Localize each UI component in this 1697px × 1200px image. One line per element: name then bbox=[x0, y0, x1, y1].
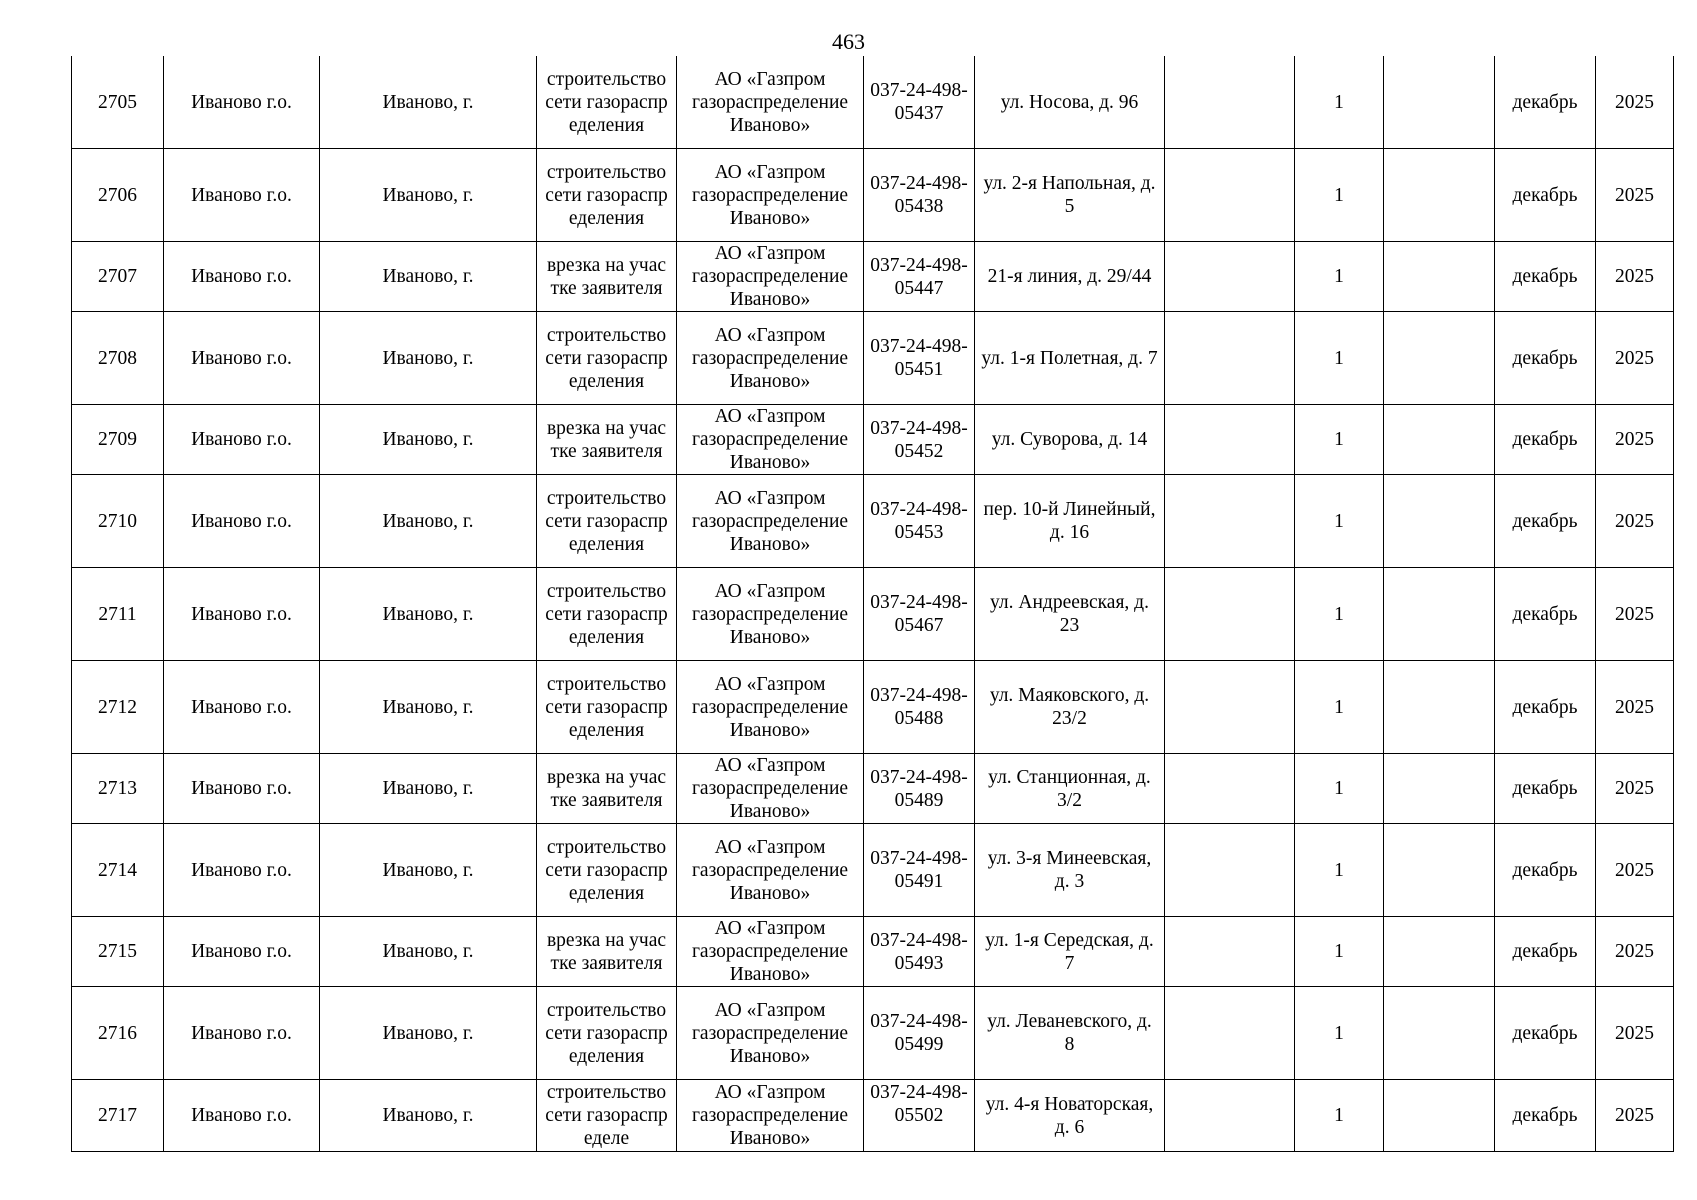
address-cell: пер. 10-й Линейный, д. 16 bbox=[975, 475, 1165, 568]
locality-cell: Иваново, г. bbox=[320, 824, 537, 917]
request-code-cell: 037-24-498-05451 bbox=[864, 312, 975, 405]
empty-cell bbox=[1384, 754, 1495, 824]
locality-cell: Иваново, г. bbox=[320, 312, 537, 405]
address-cell: ул. Андреевская, д. 23 bbox=[975, 568, 1165, 661]
empty-cell bbox=[1384, 987, 1495, 1080]
table-row bbox=[72, 242, 1674, 312]
district-cell: Иваново г.о. bbox=[164, 824, 320, 917]
year-cell: 2025 bbox=[1596, 661, 1674, 754]
empty-cell bbox=[1165, 824, 1295, 917]
row-number-cell: 2708 bbox=[72, 312, 164, 405]
quantity-cell: 1 bbox=[1295, 312, 1384, 405]
table-row bbox=[72, 754, 1674, 824]
locality-cell: Иваново, г. bbox=[320, 568, 537, 661]
year-cell: 2025 bbox=[1596, 568, 1674, 661]
table-row bbox=[72, 987, 1674, 1080]
work-type-cell: строительство сети газораспределения bbox=[537, 149, 677, 242]
locality-cell: Иваново, г. bbox=[320, 405, 537, 475]
year-cell: 2025 bbox=[1596, 475, 1674, 568]
organization-cell: АО «Газпром газораспределение Иваново» bbox=[677, 56, 864, 149]
work-type-cell: строительство сети газораспределения bbox=[537, 568, 677, 661]
empty-cell bbox=[1384, 475, 1495, 568]
quantity-cell: 1 bbox=[1295, 149, 1384, 242]
request-code-cell: 037-24-498-05438 bbox=[864, 149, 975, 242]
empty-cell bbox=[1165, 661, 1295, 754]
district-cell: Иваново г.о. bbox=[164, 661, 320, 754]
address-cell: ул. Суворова, д. 14 bbox=[975, 405, 1165, 475]
address-cell: ул. Маяковского, д. 23/2 bbox=[975, 661, 1165, 754]
month-cell: декабрь bbox=[1495, 56, 1596, 149]
address-cell: 21-я линия, д. 29/44 bbox=[975, 242, 1165, 312]
page-number: 463 bbox=[832, 29, 865, 54]
row-number-cell: 2706 bbox=[72, 149, 164, 242]
empty-cell bbox=[1165, 56, 1295, 149]
request-code-cell: 037-24-498-05447 bbox=[864, 242, 975, 312]
row-number-cell: 2710 bbox=[72, 475, 164, 568]
table-row bbox=[72, 1080, 1674, 1152]
empty-cell bbox=[1384, 917, 1495, 987]
district-cell: Иваново г.о. bbox=[164, 312, 320, 405]
work-type-cell: строительство сети газораспределения bbox=[537, 56, 677, 149]
row-number-cell: 2711 bbox=[72, 568, 164, 661]
table-body bbox=[72, 56, 1674, 1152]
empty-cell bbox=[1165, 149, 1295, 242]
organization-cell: АО «Газпром газораспределение Иваново» bbox=[677, 917, 864, 987]
empty-cell bbox=[1165, 475, 1295, 568]
year-cell: 2025 bbox=[1596, 56, 1674, 149]
request-code-cell: 037-24-498-05491 bbox=[864, 824, 975, 917]
quantity-cell: 1 bbox=[1295, 405, 1384, 475]
month-cell: декабрь bbox=[1495, 149, 1596, 242]
quantity-cell: 1 bbox=[1295, 56, 1384, 149]
organization-cell: АО «Газпром газораспределение Иваново» bbox=[677, 475, 864, 568]
district-cell: Иваново г.о. bbox=[164, 242, 320, 312]
month-cell: декабрь bbox=[1495, 661, 1596, 754]
empty-cell bbox=[1384, 405, 1495, 475]
work-type-cell: строительство сети газораспределе bbox=[537, 1080, 677, 1152]
quantity-cell: 1 bbox=[1295, 824, 1384, 917]
organization-cell: АО «Газпром газораспределение Иваново» bbox=[677, 149, 864, 242]
row-number-cell: 2716 bbox=[72, 987, 164, 1080]
month-cell: декабрь bbox=[1495, 568, 1596, 661]
table-row bbox=[72, 149, 1674, 242]
work-type-cell: строительство сети газораспределения bbox=[537, 312, 677, 405]
organization-cell: АО «Газпром газораспределение Иваново» bbox=[677, 312, 864, 405]
locality-cell: Иваново, г. bbox=[320, 661, 537, 754]
district-cell: Иваново г.о. bbox=[164, 149, 320, 242]
work-type-cell: строительство сети газораспределения bbox=[537, 661, 677, 754]
work-type-cell: врезка на участке заявителя bbox=[537, 242, 677, 312]
quantity-cell: 1 bbox=[1295, 987, 1384, 1080]
quantity-cell: 1 bbox=[1295, 568, 1384, 661]
organization-cell: АО «Газпром газораспределение Иваново» bbox=[677, 987, 864, 1080]
locality-cell: Иваново, г. bbox=[320, 149, 537, 242]
work-type-cell: строительство сети газораспределения bbox=[537, 475, 677, 568]
table-row bbox=[72, 568, 1674, 661]
work-type-cell: врезка на участке заявителя bbox=[537, 917, 677, 987]
table-row bbox=[72, 312, 1674, 405]
table-row bbox=[72, 917, 1674, 987]
request-code-cell: 037-24-498-05453 bbox=[864, 475, 975, 568]
district-cell: Иваново г.о. bbox=[164, 568, 320, 661]
row-number-cell: 2713 bbox=[72, 754, 164, 824]
organization-cell: АО «Газпром газораспределение Иваново» bbox=[677, 405, 864, 475]
request-code-cell: 037-24-498-05493 bbox=[864, 917, 975, 987]
organization-cell: АО «Газпром газораспределение Иваново» bbox=[677, 1080, 864, 1152]
year-cell: 2025 bbox=[1596, 405, 1674, 475]
district-cell: Иваново г.о. bbox=[164, 917, 320, 987]
year-cell: 2025 bbox=[1596, 312, 1674, 405]
empty-cell bbox=[1384, 312, 1495, 405]
locality-cell: Иваново, г. bbox=[320, 987, 537, 1080]
request-code-cell: 037-24-498-05437 bbox=[864, 56, 975, 149]
quantity-cell: 1 bbox=[1295, 242, 1384, 312]
registry-table bbox=[71, 56, 1674, 1152]
empty-cell bbox=[1165, 1080, 1295, 1152]
row-number-cell: 2705 bbox=[72, 56, 164, 149]
work-type-cell: строительство сети газораспределения bbox=[537, 824, 677, 917]
work-type-cell: врезка на участке заявителя bbox=[537, 405, 677, 475]
table-row bbox=[72, 56, 1674, 149]
request-code-cell: 037-24-498-05502 bbox=[864, 1080, 975, 1152]
table-row bbox=[72, 475, 1674, 568]
organization-cell: АО «Газпром газораспределение Иваново» bbox=[677, 661, 864, 754]
address-cell: ул. Носова, д. 96 bbox=[975, 56, 1165, 149]
month-cell: декабрь bbox=[1495, 987, 1596, 1080]
month-cell: декабрь bbox=[1495, 405, 1596, 475]
district-cell: Иваново г.о. bbox=[164, 405, 320, 475]
work-type-cell: врезка на участке заявителя bbox=[537, 754, 677, 824]
address-cell: ул. 1-я Середская, д. 7 bbox=[975, 917, 1165, 987]
empty-cell bbox=[1384, 568, 1495, 661]
address-cell: ул. 2-я Напольная, д. 5 bbox=[975, 149, 1165, 242]
table-row bbox=[72, 824, 1674, 917]
locality-cell: Иваново, г. bbox=[320, 754, 537, 824]
month-cell: декабрь bbox=[1495, 754, 1596, 824]
table-row bbox=[72, 405, 1674, 475]
year-cell: 2025 bbox=[1596, 917, 1674, 987]
row-number-cell: 2712 bbox=[72, 661, 164, 754]
locality-cell: Иваново, г. bbox=[320, 1080, 537, 1152]
empty-cell bbox=[1384, 1080, 1495, 1152]
work-type-cell: строительство сети газораспределения bbox=[537, 987, 677, 1080]
month-cell: декабрь bbox=[1495, 475, 1596, 568]
district-cell: Иваново г.о. bbox=[164, 56, 320, 149]
month-cell: декабрь bbox=[1495, 824, 1596, 917]
month-cell: декабрь bbox=[1495, 312, 1596, 405]
table-row bbox=[72, 661, 1674, 754]
address-cell: ул. Леваневского, д. 8 bbox=[975, 987, 1165, 1080]
request-code-cell: 037-24-498-05452 bbox=[864, 405, 975, 475]
address-cell: ул. 1-я Полетная, д. 7 bbox=[975, 312, 1165, 405]
organization-cell: АО «Газпром газораспределение Иваново» bbox=[677, 242, 864, 312]
empty-cell bbox=[1165, 242, 1295, 312]
request-code-cell: 037-24-498-05489 bbox=[864, 754, 975, 824]
request-code-cell: 037-24-498-05467 bbox=[864, 568, 975, 661]
row-number-cell: 2715 bbox=[72, 917, 164, 987]
row-number-cell: 2714 bbox=[72, 824, 164, 917]
empty-cell bbox=[1165, 405, 1295, 475]
empty-cell bbox=[1165, 987, 1295, 1080]
empty-cell bbox=[1165, 568, 1295, 661]
quantity-cell: 1 bbox=[1295, 661, 1384, 754]
quantity-cell: 1 bbox=[1295, 475, 1384, 568]
address-cell: ул. 3-я Минеевская, д. 3 bbox=[975, 824, 1165, 917]
quantity-cell: 1 bbox=[1295, 754, 1384, 824]
district-cell: Иваново г.о. bbox=[164, 1080, 320, 1152]
year-cell: 2025 bbox=[1596, 242, 1674, 312]
empty-cell bbox=[1165, 754, 1295, 824]
address-cell: ул. 4-я Новаторская, д. 6 bbox=[975, 1080, 1165, 1152]
locality-cell: Иваново, г. bbox=[320, 56, 537, 149]
district-cell: Иваново г.о. bbox=[164, 754, 320, 824]
month-cell: декабрь bbox=[1495, 242, 1596, 312]
locality-cell: Иваново, г. bbox=[320, 917, 537, 987]
organization-cell: АО «Газпром газораспределение Иваново» bbox=[677, 754, 864, 824]
quantity-cell: 1 bbox=[1295, 917, 1384, 987]
locality-cell: Иваново, г. bbox=[320, 475, 537, 568]
quantity-cell: 1 bbox=[1295, 1080, 1384, 1152]
month-cell: декабрь bbox=[1495, 917, 1596, 987]
year-cell: 2025 bbox=[1596, 1080, 1674, 1152]
year-cell: 2025 bbox=[1596, 754, 1674, 824]
month-cell: декабрь bbox=[1495, 1080, 1596, 1152]
row-number-cell: 2707 bbox=[72, 242, 164, 312]
address-cell: ул. Станционная, д. 3/2 bbox=[975, 754, 1165, 824]
row-number-cell: 2717 bbox=[72, 1080, 164, 1152]
empty-cell bbox=[1384, 661, 1495, 754]
empty-cell bbox=[1384, 56, 1495, 149]
year-cell: 2025 bbox=[1596, 987, 1674, 1080]
year-cell: 2025 bbox=[1596, 149, 1674, 242]
organization-cell: АО «Газпром газораспределение Иваново» bbox=[677, 568, 864, 661]
district-cell: Иваново г.о. bbox=[164, 987, 320, 1080]
empty-cell bbox=[1165, 312, 1295, 405]
empty-cell bbox=[1384, 149, 1495, 242]
locality-cell: Иваново, г. bbox=[320, 242, 537, 312]
empty-cell bbox=[1384, 242, 1495, 312]
request-code-cell: 037-24-498-05499 bbox=[864, 987, 975, 1080]
empty-cell bbox=[1384, 824, 1495, 917]
row-number-cell: 2709 bbox=[72, 405, 164, 475]
empty-cell bbox=[1165, 917, 1295, 987]
organization-cell: АО «Газпром газораспределение Иваново» bbox=[677, 824, 864, 917]
request-code-cell: 037-24-498-05488 bbox=[864, 661, 975, 754]
district-cell: Иваново г.о. bbox=[164, 475, 320, 568]
year-cell: 2025 bbox=[1596, 824, 1674, 917]
